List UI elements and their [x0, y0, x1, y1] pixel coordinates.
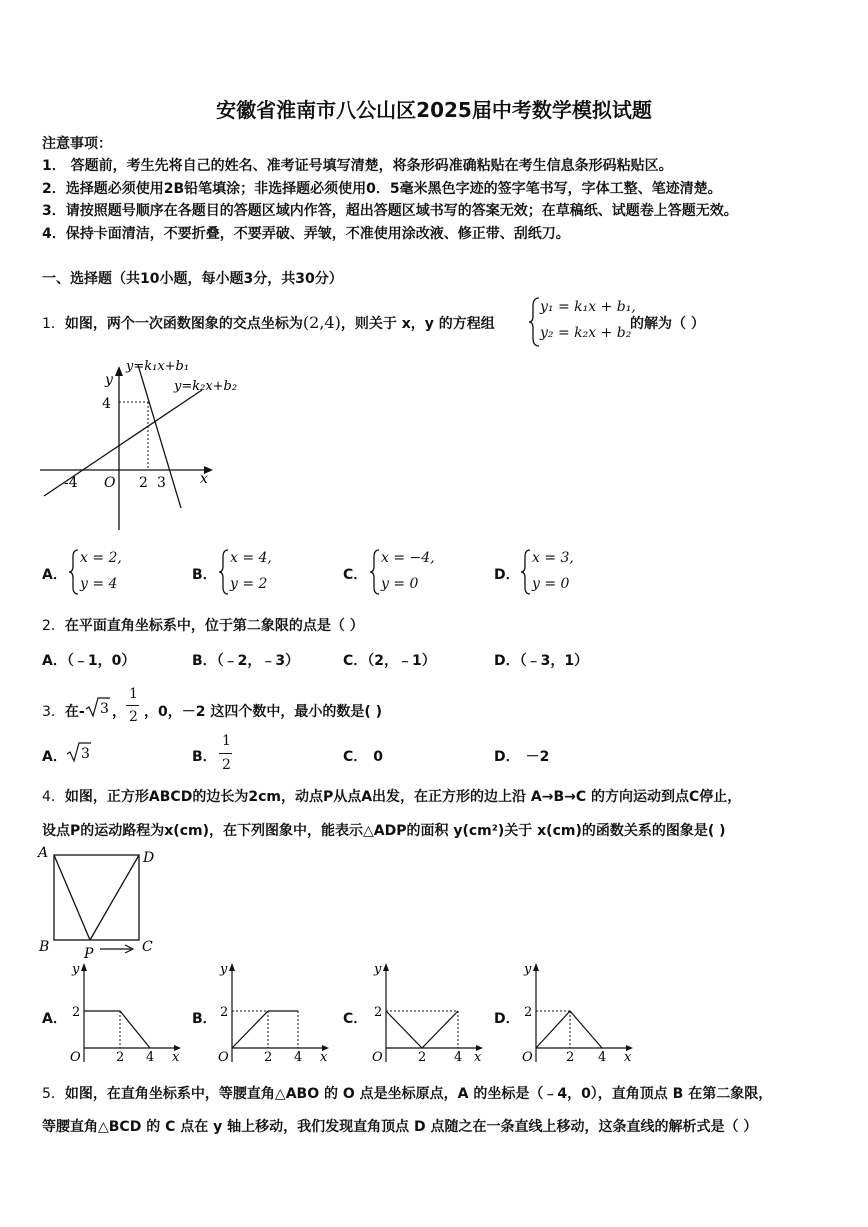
question-text: 如图，两个一次函数图象的交点坐标为	[64, 316, 303, 332]
option-d-line2: y = 0	[532, 576, 570, 592]
question-number: 2．	[42, 618, 65, 634]
option-brace	[218, 548, 230, 596]
question-text: 的解为（ ）	[630, 316, 705, 332]
sqrt-radicand: 3	[81, 746, 90, 762]
origin-label: O	[522, 1050, 533, 1065]
question-text: 在平面直角坐标系中，位于第二象限的点是（ ）	[64, 618, 364, 634]
option-label: C．	[343, 653, 368, 669]
option-a-label[interactable]: A．	[42, 749, 67, 765]
origin-label: O	[372, 1050, 383, 1065]
option-a-line1: x = 2,	[80, 550, 122, 566]
tick-x-3: 3	[157, 475, 166, 491]
notice-item-1: 1． 答题前，考生先将自己的姓名、准考证号填写清楚，将条形码准确粘贴在考生信息条形码粘贴区。	[42, 158, 673, 174]
sqrt-symbol	[85, 695, 111, 719]
fraction-numerator: 1	[129, 686, 138, 702]
tick-y: 2	[374, 1005, 383, 1020]
option-text: （﹣1，0）	[66, 653, 136, 669]
y-label: y	[524, 962, 532, 977]
equation-2: y₂ = k₂x + b₂	[540, 325, 632, 341]
question-text: 如图，在直角坐标系中，等腰直角△ABO 的 O 点是坐标原点，A 的坐标是（﹣4，0），直角顶点 B 在第二象限，	[64, 1086, 773, 1102]
option-brace	[520, 548, 532, 596]
comma: ，	[112, 704, 126, 720]
y-axis-arrow	[115, 366, 123, 376]
option-label: C．	[343, 749, 368, 765]
x-label: x	[172, 1050, 180, 1065]
option-text: －2	[525, 749, 550, 765]
intersection-point: (2,4)	[302, 313, 341, 332]
question-2-text	[42, 615, 364, 635]
option-c-line2: y = 0	[381, 576, 419, 592]
option-a-label[interactable]: A．	[42, 1011, 67, 1027]
y-label: y	[220, 962, 228, 977]
option-label: D．	[494, 749, 520, 765]
tick-y: 2	[220, 1005, 229, 1020]
question-text: ，则关于 x，y 的方程组	[340, 316, 495, 332]
fraction-bar	[126, 705, 139, 706]
option-b-label[interactable]: B．	[192, 1011, 217, 1027]
tick-x-4: 4	[146, 1050, 155, 1065]
option-text: （﹣2，﹣3）	[216, 653, 300, 669]
tick-x-4: 4	[454, 1050, 463, 1065]
question-4-line2: 设点P的运动路程为x(cm)，在下列图象中，能表示△ADP的面积 y(cm²)关于 x(cm)的函数关系的图象是( )	[42, 823, 726, 839]
square-figure	[36, 842, 166, 964]
segment-dp	[90, 855, 139, 940]
option-d-label[interactable]: D．	[494, 1011, 520, 1027]
tick-y-4: 4	[102, 396, 111, 412]
notice-item-2: 2．选择题必须使用2B铅笔填涂；非选择题必须使用0．5毫米黑色字迹的签字笔书写，字体工整、笔迹清楚。	[42, 181, 722, 197]
tick-y: 2	[72, 1005, 81, 1020]
option-c[interactable]	[343, 650, 436, 670]
option-d-line1: x = 3,	[532, 550, 574, 566]
option-b-label[interactable]: B．	[192, 567, 217, 583]
tick-x-2: 2	[566, 1050, 575, 1065]
vertex-c: C	[142, 939, 153, 955]
fraction-denominator: 2	[222, 757, 231, 773]
question-3-text	[42, 701, 85, 721]
x-label: x	[474, 1050, 482, 1065]
x-label: x	[200, 471, 208, 487]
section-heading: 一、选择题（共10小题，每小题3分，共30分）	[42, 271, 343, 287]
question-4-line1	[42, 786, 741, 806]
notice-item-3: 3．请按照题号顺序在各题目的答题区域内作答，超出答题区域书写的答案无效；在草稿纸、试题卷上答题无效。	[42, 203, 738, 219]
fraction-numerator: 1	[222, 733, 231, 749]
notice-item-4: 4．保持卡面清洁，不要折叠，不要弄破、弄皱，不准使用涂改液、修正带、刮纸刀。	[42, 226, 570, 242]
option-text: （﹣3，1）	[519, 653, 589, 669]
tick-x-2: 2	[139, 475, 148, 491]
tick-x-4: 4	[294, 1050, 303, 1065]
y-label: y	[374, 962, 382, 977]
question-number: 5．	[42, 1086, 65, 1102]
option-a-graph	[64, 958, 189, 1066]
option-b-line1: x = 4,	[230, 550, 272, 566]
origin-label: O	[70, 1050, 81, 1065]
option-d-graph	[516, 958, 641, 1066]
option-c[interactable]	[343, 746, 383, 766]
fraction-denominator: 2	[129, 709, 138, 725]
option-c-label[interactable]: C．	[343, 1011, 368, 1027]
option-c-label[interactable]: C．	[343, 567, 368, 583]
question-text: ，0，－2 这四个数中，最小的数是( )	[144, 704, 383, 720]
question-5-line2: 等腰直角△BCD 的 C 点在 y 轴上移动，我们发现直角顶点 D 点随之在一条直线上移动，这条直线的解析式是（ ）	[42, 1119, 758, 1135]
q1-graph	[38, 350, 248, 535]
option-label: B．	[192, 653, 217, 669]
tick-x-2: 2	[264, 1050, 273, 1065]
vertex-a: A	[38, 845, 49, 861]
tick-x-neg4: -4	[64, 475, 78, 491]
notice-heading: 注意事项：	[42, 136, 112, 152]
tick-x-4: 4	[598, 1050, 607, 1065]
page-title: 安徽省淮南市八公山区2025届中考数学模拟试题	[216, 98, 652, 122]
y-label: y	[105, 372, 113, 388]
segment-ap	[54, 855, 90, 940]
option-c-graph	[366, 958, 491, 1066]
option-d[interactable]	[494, 746, 549, 766]
x-label: x	[320, 1050, 328, 1065]
question-5-line1	[42, 1083, 772, 1103]
sqrt-symbol	[66, 740, 92, 764]
question-number: 3．	[42, 704, 65, 720]
option-b[interactable]	[192, 650, 299, 670]
sqrt-radicand: 3	[100, 701, 109, 717]
option-text: （2，﹣1）	[367, 653, 436, 669]
question-number: 4．	[42, 789, 65, 805]
equation-1: y₁ = k₁x + b₁,	[540, 299, 636, 315]
option-d[interactable]	[494, 650, 588, 670]
point-p: P	[84, 946, 94, 962]
vertex-b: B	[39, 939, 50, 955]
y-label: y	[72, 962, 80, 977]
question-text: 在-	[64, 704, 85, 720]
option-brace	[68, 548, 80, 596]
origin-label: O	[104, 475, 116, 491]
square-abcd	[54, 855, 139, 940]
question-text: 如图，正方形ABCD的边长为2cm，动点P从点A出发，在正方形的边上沿 A→B→C 的方向运动到点C停止，	[64, 789, 742, 805]
option-brace	[369, 548, 381, 596]
option-text: 0	[373, 749, 384, 765]
option-a-line2: y = 4	[80, 576, 118, 592]
tick-x-2: 2	[116, 1050, 125, 1065]
option-a[interactable]	[42, 650, 135, 670]
option-label: A．	[42, 653, 67, 669]
question-number: 1．	[42, 316, 65, 332]
line-2-label: y=k₂x+b₂	[174, 379, 238, 394]
option-c-line1: x = −4,	[381, 550, 435, 566]
option-label: D．	[494, 653, 520, 669]
option-a-label[interactable]: A．	[42, 567, 67, 583]
origin-label: O	[218, 1050, 229, 1065]
x-label: x	[624, 1050, 632, 1065]
tick-y: 2	[524, 1005, 533, 1020]
fraction-bar	[219, 753, 232, 754]
vertex-d: D	[143, 850, 155, 866]
option-b-label[interactable]: B．	[192, 749, 217, 765]
option-d-label[interactable]: D．	[494, 567, 520, 583]
tick-x-2: 2	[418, 1050, 427, 1065]
question-1-text	[42, 313, 495, 333]
option-b-line2: y = 2	[230, 576, 268, 592]
option-b-graph	[212, 958, 337, 1066]
line-1-label: y=k₁x+b₁	[126, 359, 190, 374]
